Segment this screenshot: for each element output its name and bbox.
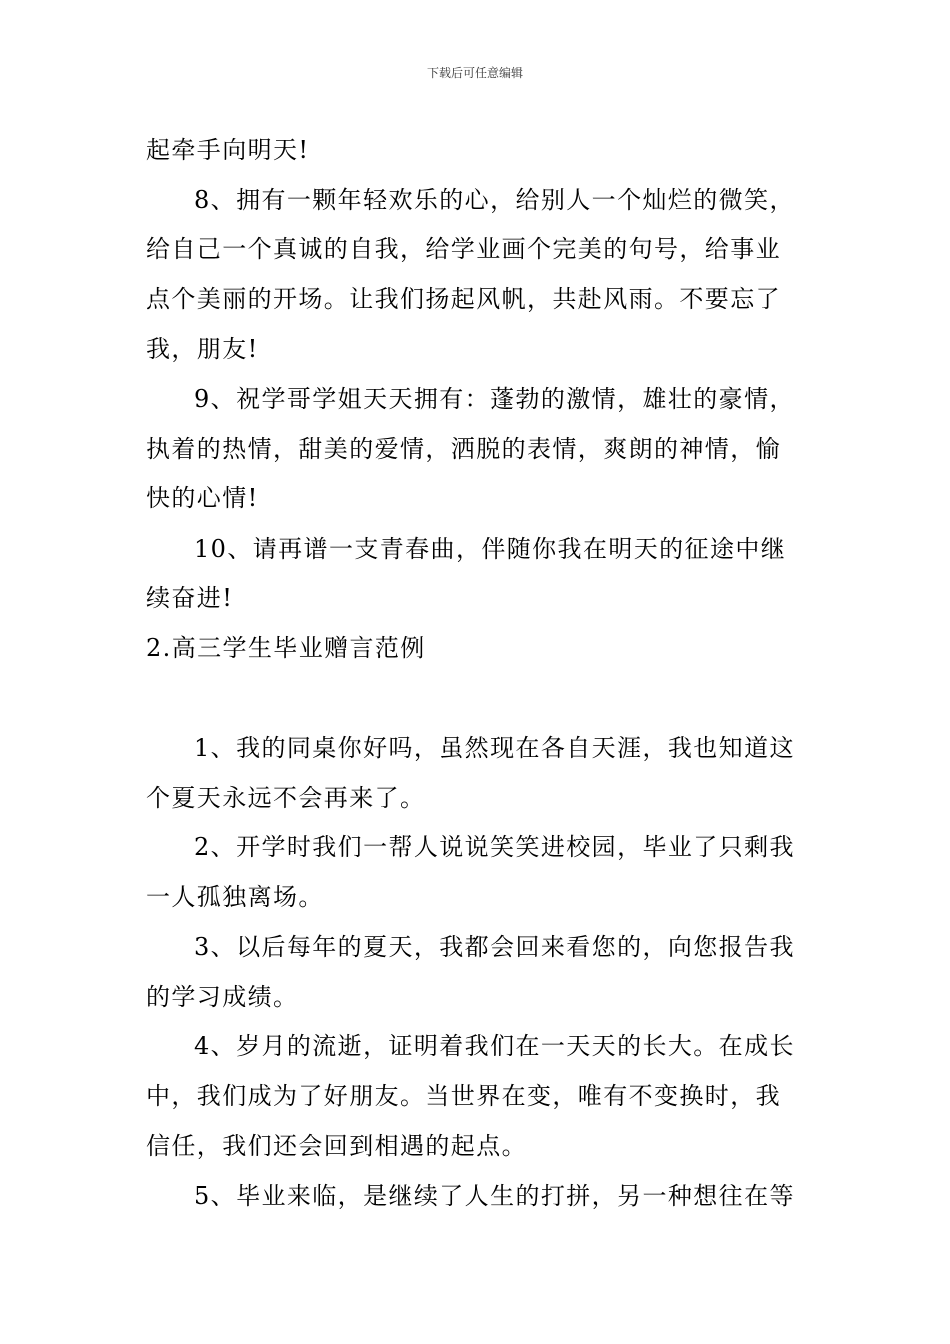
text-line: 点个美丽的开场。让我们扬起风帆，共赴风雨。不要忘了 — [146, 285, 781, 313]
text-line: 中，我们成为了好朋友。当世界在变，唯有不变换时，我 — [146, 1082, 781, 1110]
text-line: 2、开学时我们一帮人说说笑笑进校园，毕业了只剩我 — [194, 833, 795, 861]
text-line: 信任，我们还会回到相遇的起点。 — [146, 1132, 527, 1160]
text-line: 一人孤独离场。 — [146, 883, 324, 911]
text-line: 给自己一个真诚的自我，给学业画个完美的句号，给事业 — [146, 235, 781, 263]
text-line: 3、以后每年的夏天，我都会回来看您的，向您报告我 — [194, 933, 795, 961]
text-line: 8、拥有一颗年轻欢乐的心，给别人一个灿烂的微笑， — [194, 186, 795, 214]
text-line: 9、祝学哥学姐天天拥有：蓬勃的激情，雄壮的豪情， — [194, 385, 795, 413]
text-line: 个夏天永远不会再来了。 — [146, 784, 426, 812]
text-line: 执着的热情，甜美的爱情，洒脱的表情，爽朗的神情，愉 — [146, 435, 781, 463]
text-line: 我，朋友! — [146, 335, 259, 363]
text-line: 起牵手向明天! — [146, 136, 310, 164]
text-line: 的学习成绩。 — [146, 983, 299, 1011]
text-line: 4、岁月的流逝，证明着我们在一天天的长大。在成长 — [194, 1032, 795, 1060]
text-line: 10、请再谱一支青春曲，伴随你我在明天的征途中继 — [194, 535, 787, 563]
text-line: 1、我的同桌你好吗，虽然现在各自天涯，我也知道这 — [194, 734, 795, 762]
text-line: 续奋进! — [146, 584, 234, 612]
section-heading: 2.高三学生毕业赠言范例 — [146, 634, 426, 662]
page-header: 下载后可任意编辑 — [426, 66, 523, 80]
text-line: 5、毕业来临，是继续了人生的打拼，另一种想往在等 — [194, 1182, 795, 1210]
text-line: 快的心情! — [146, 484, 259, 512]
